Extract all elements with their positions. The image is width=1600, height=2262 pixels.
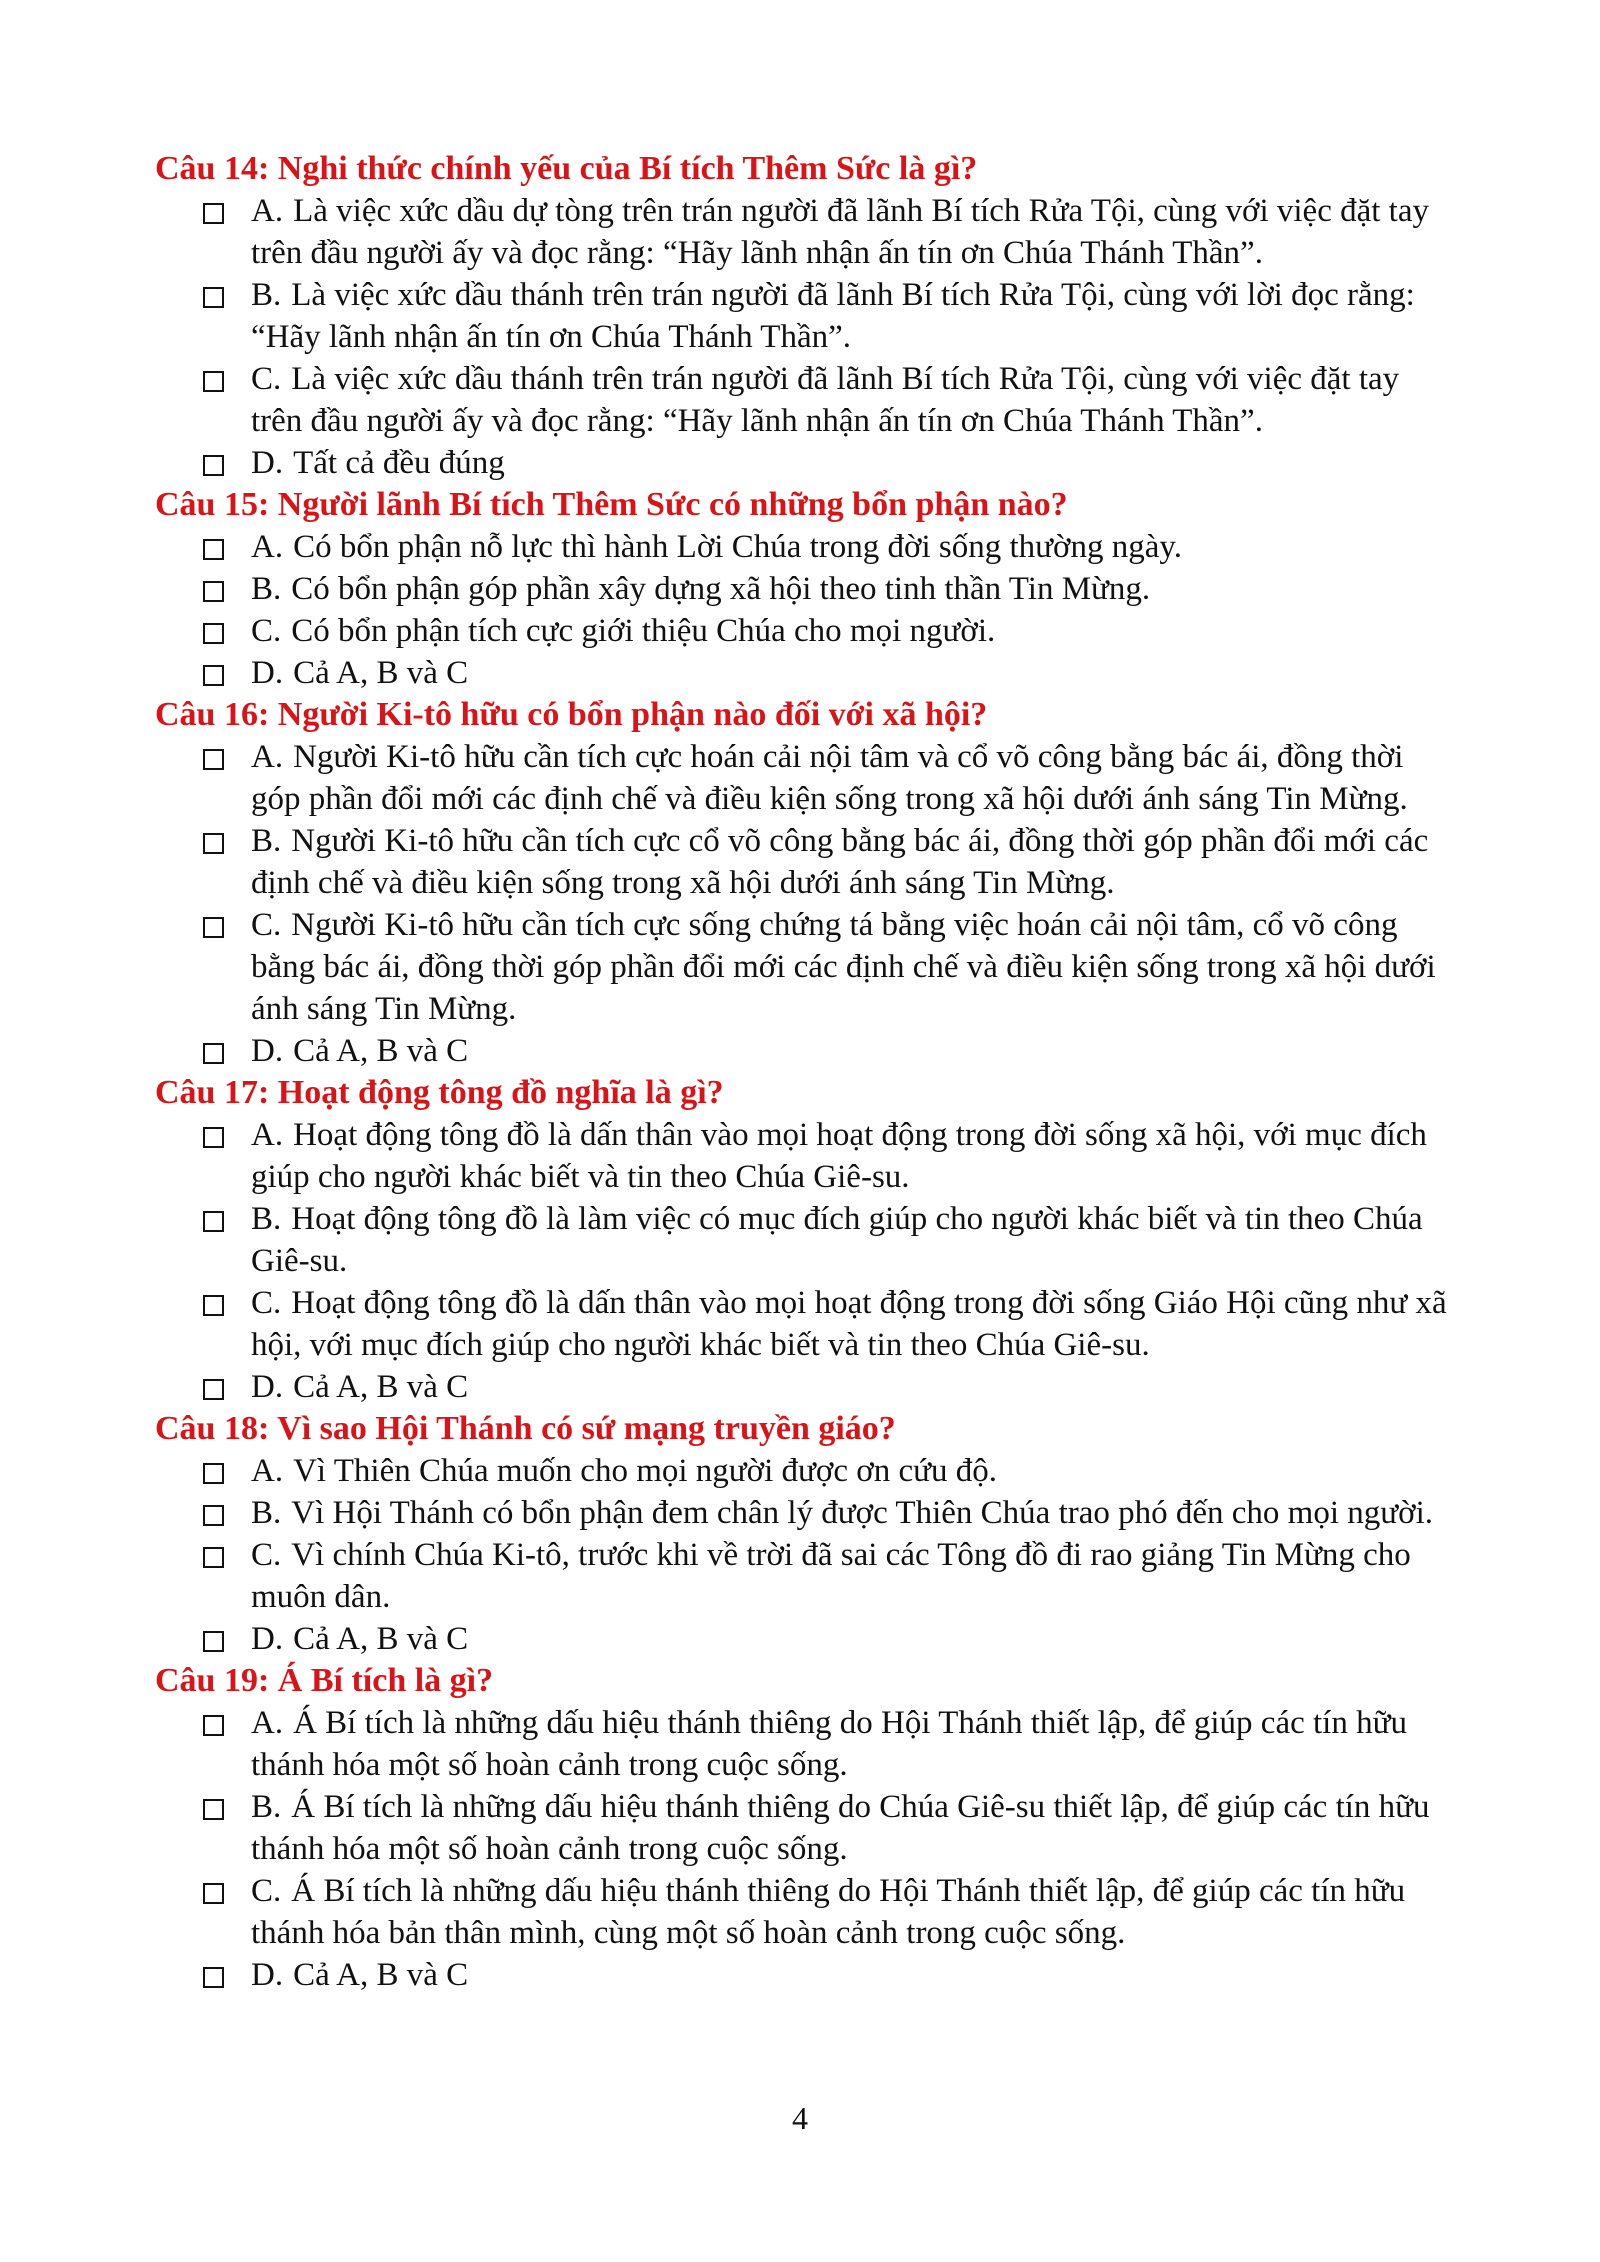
answer-option[interactable] — [155, 274, 1450, 358]
checkbox-icon[interactable] — [203, 1799, 224, 1820]
answer-option[interactable] — [155, 1870, 1450, 1954]
option-letter: A. — [251, 193, 284, 229]
option-letter: C. — [251, 1285, 282, 1321]
option-text-wrapper — [251, 1954, 1450, 1996]
option-letter: A. — [251, 739, 284, 775]
checkbox-icon[interactable] — [203, 1379, 224, 1400]
option-text-wrapper — [251, 442, 1450, 484]
checkbox-wrapper — [155, 904, 251, 946]
checkbox-icon[interactable] — [203, 1547, 224, 1568]
option-text-wrapper — [251, 1450, 1450, 1492]
question-list — [155, 148, 1450, 1996]
option-text-wrapper — [251, 358, 1450, 442]
question-title: Câu 15: Người lãnh Bí tích Thêm Sức có những bổn phận nào? — [155, 486, 1068, 523]
option-letter: D. — [251, 1957, 284, 1993]
option-letter: C. — [251, 1537, 282, 1573]
checkbox-wrapper — [155, 1030, 251, 1072]
option-text: Người Ki-tô hữu cần tích cực sống chứng tá bằng việc hoán cải nội tâm, cổ võ công bằng bác ái, đồng thời góp phần đổi mới các định chế và điều kiện sống trong xã hội dưới ánh sáng Tin Mừng. — [251, 907, 1436, 1027]
answer-option[interactable] — [155, 442, 1450, 484]
checkbox-wrapper — [155, 820, 251, 862]
option-text-wrapper — [251, 190, 1450, 274]
option-text: Hoạt động tông đồ là làm việc có mục đích giúp cho người khác biết và tin theo Chúa Giê-su. — [251, 1201, 1423, 1279]
answer-option[interactable] — [155, 526, 1450, 568]
option-text: Tất cả đều đúng — [293, 445, 505, 481]
option-text: Á Bí tích là những dấu hiệu thánh thiêng do Hội Thánh thiết lập, để giúp các tín hữu thánh hóa một số hoàn cảnh trong cuộc sống. — [251, 1705, 1407, 1783]
question-title: Câu 14: Nghi thức chính yếu của Bí tích Thêm Sức là gì? — [155, 150, 978, 187]
option-text-wrapper — [251, 526, 1450, 568]
option-letter: A. — [251, 1453, 284, 1489]
option-letter: C. — [251, 361, 282, 397]
option-text-wrapper — [251, 1870, 1450, 1954]
answer-option[interactable] — [155, 1702, 1450, 1786]
checkbox-icon[interactable] — [203, 749, 224, 770]
answer-option[interactable] — [155, 652, 1450, 694]
checkbox-wrapper — [155, 1366, 251, 1408]
option-letter: B. — [251, 1789, 282, 1825]
answer-option[interactable] — [155, 1492, 1450, 1534]
checkbox-icon[interactable] — [203, 1883, 224, 1904]
checkbox-wrapper — [155, 1618, 251, 1660]
answer-option[interactable] — [155, 1198, 1450, 1282]
option-text-wrapper — [251, 274, 1450, 358]
option-text: Á Bí tích là những dấu hiệu thánh thiêng do Hội Thánh thiết lập, để giúp các tín hữu thánh hóa bản thân mình, cùng một số hoàn cảnh trong cuộc sống. — [251, 1873, 1406, 1951]
checkbox-wrapper — [155, 1492, 251, 1534]
option-letter: B. — [251, 1495, 282, 1531]
option-text-wrapper — [251, 1534, 1450, 1618]
checkbox-icon[interactable] — [203, 1967, 224, 1988]
checkbox-icon[interactable] — [203, 1505, 224, 1526]
option-text: Hoạt động tông đồ là dấn thân vào mọi hoạt động trong đời sống Giáo Hội cũng như xã hội, với mục đích giúp cho người khác biết và tin theo Chúa Giê-su. — [251, 1285, 1447, 1363]
option-text-wrapper — [251, 610, 1450, 652]
option-text-wrapper — [251, 1492, 1450, 1534]
answer-option[interactable] — [155, 736, 1450, 820]
option-text: Cả A, B và C — [293, 655, 469, 691]
checkbox-icon[interactable] — [203, 1631, 224, 1652]
question-title: Câu 16: Người Ki-tô hữu có bổn phận nào đối với xã hội? — [155, 696, 988, 733]
option-letter: D. — [251, 445, 284, 481]
checkbox-wrapper — [155, 274, 251, 316]
option-text: Người Ki-tô hữu cần tích cực cổ võ công bằng bác ái, đồng thời góp phần đổi mới các định chế và điều kiện sống trong xã hội dưới ánh sáng Tin Mừng. — [251, 823, 1429, 901]
option-letter: B. — [251, 277, 282, 313]
option-text-wrapper — [251, 820, 1450, 904]
page-number: 4 — [792, 2100, 808, 2136]
option-letter: D. — [251, 655, 284, 691]
question-block — [155, 694, 1450, 1072]
option-text: Cả A, B và C — [293, 1033, 469, 1069]
answer-option[interactable] — [155, 610, 1450, 652]
checkbox-wrapper — [155, 1114, 251, 1156]
option-text: Có bổn phận góp phần xây dựng xã hội theo tinh thần Tin Mừng. — [291, 571, 1151, 607]
option-text: Vì Thiên Chúa muốn cho mọi người được ơn cứu độ. — [293, 1453, 998, 1489]
checkbox-wrapper — [155, 652, 251, 694]
answer-option[interactable] — [155, 568, 1450, 610]
option-letter: C. — [251, 907, 282, 943]
checkbox-icon[interactable] — [203, 833, 224, 854]
option-text: Vì Hội Thánh có bổn phận đem chân lý được Thiên Chúa trao phó đến cho mọi người. — [291, 1495, 1434, 1531]
checkbox-icon[interactable] — [203, 203, 224, 224]
option-text: Là việc xức dầu thánh trên trán người đã lãnh Bí tích Rửa Tội, cùng với việc đặt tay trên đầu người ấy và đọc rằng: “Hãy lãnh nhận ấn tín ơn Chúa Thánh Thần”. — [251, 361, 1400, 439]
answer-option[interactable] — [155, 358, 1450, 442]
checkbox-icon[interactable] — [203, 623, 224, 644]
option-letter: D. — [251, 1369, 284, 1405]
option-text-wrapper — [251, 1030, 1450, 1072]
answer-option[interactable] — [155, 1450, 1450, 1492]
answer-option[interactable] — [155, 1618, 1450, 1660]
checkbox-icon[interactable] — [203, 1043, 224, 1064]
answer-option[interactable] — [155, 1366, 1450, 1408]
checkbox-wrapper — [155, 1282, 251, 1324]
option-text-wrapper — [251, 1198, 1450, 1282]
checkbox-icon[interactable] — [203, 455, 224, 476]
answer-option[interactable] — [155, 820, 1450, 904]
checkbox-icon[interactable] — [203, 1211, 224, 1232]
option-text-wrapper — [251, 568, 1450, 610]
option-text-wrapper — [251, 1618, 1450, 1660]
option-text-wrapper — [251, 1282, 1450, 1366]
question-block — [155, 1072, 1450, 1408]
checkbox-icon[interactable] — [203, 371, 224, 392]
checkbox-wrapper — [155, 526, 251, 568]
option-letter: C. — [251, 613, 282, 649]
option-text: Cả A, B và C — [293, 1957, 469, 1993]
option-text: Là việc xức dầu thánh trên trán người đã lãnh Bí tích Rửa Tội, cùng với lời đọc rằng: “Hãy lãnh nhận ấn tín ơn Chúa Thánh Thần”. — [251, 277, 1415, 355]
checkbox-wrapper — [155, 568, 251, 610]
option-letter: B. — [251, 571, 282, 607]
checkbox-wrapper — [155, 736, 251, 778]
answer-option[interactable] — [155, 904, 1450, 1030]
answer-option[interactable] — [155, 1786, 1450, 1870]
answer-option[interactable] — [155, 1954, 1450, 1996]
option-text: Vì chính Chúa Ki-tô, trước khi về trời đã sai các Tông đồ đi rao giảng Tin Mừng cho muôn dân. — [251, 1537, 1411, 1615]
option-letter: B. — [251, 823, 282, 859]
checkbox-icon[interactable] — [203, 1295, 224, 1316]
checkbox-icon[interactable] — [203, 665, 224, 686]
option-text-wrapper — [251, 652, 1450, 694]
option-text-wrapper — [251, 736, 1450, 820]
answer-option[interactable] — [155, 1534, 1450, 1618]
checkbox-icon[interactable] — [203, 539, 224, 560]
checkbox-wrapper — [155, 610, 251, 652]
option-letter: C. — [251, 1873, 282, 1909]
checkbox-wrapper — [155, 358, 251, 400]
option-text: Là việc xức dầu dự tòng trên trán người đã lãnh Bí tích Rửa Tội, cùng với việc đặt tay trên đầu người ấy và đọc rằng: “Hãy lãnh nhận ấn tín ơn Chúa Thánh Thần”. — [251, 193, 1429, 271]
option-text-wrapper — [251, 904, 1450, 1030]
checkbox-wrapper — [155, 1786, 251, 1828]
option-text-wrapper — [251, 1114, 1450, 1198]
checkbox-icon[interactable] — [203, 287, 224, 308]
question-block — [155, 1660, 1450, 1996]
checkbox-wrapper — [155, 190, 251, 232]
option-letter: A. — [251, 1117, 284, 1153]
option-text-wrapper — [251, 1786, 1450, 1870]
question-title: Câu 19: Á Bí tích là gì? — [155, 1662, 494, 1699]
question-block — [155, 148, 1450, 484]
answer-option[interactable] — [155, 1030, 1450, 1072]
option-text: Có bổn phận nỗ lực thì hành Lời Chúa trong đời sống thường ngày. — [293, 529, 1182, 565]
option-text-wrapper — [251, 1366, 1450, 1408]
checkbox-wrapper — [155, 1198, 251, 1240]
answer-option[interactable] — [155, 1282, 1450, 1366]
answer-option[interactable] — [155, 190, 1450, 274]
option-letter: D. — [251, 1621, 284, 1657]
checkbox-icon[interactable] — [203, 1463, 224, 1484]
option-text: Á Bí tích là những dấu hiệu thánh thiêng do Chúa Giê-su thiết lập, để giúp các tín hữu thánh hóa một số hoàn cảnh trong cuộc sống. — [251, 1789, 1430, 1867]
checkbox-wrapper — [155, 1702, 251, 1744]
question-title: Câu 18: Vì sao Hội Thánh có sứ mạng truyền giáo? — [155, 1410, 896, 1447]
option-text: Có bổn phận tích cực giới thiệu Chúa cho mọi người. — [291, 613, 996, 649]
checkbox-wrapper — [155, 1534, 251, 1576]
option-text-wrapper — [251, 1702, 1450, 1786]
checkbox-icon[interactable] — [203, 581, 224, 602]
option-text: Hoạt động tông đồ là dấn thân vào mọi hoạt động trong đời sống xã hội, với mục đích giúp cho người khác biết và tin theo Chúa Giê-su. — [251, 1117, 1427, 1195]
question-block — [155, 1408, 1450, 1660]
option-text: Cả A, B và C — [293, 1369, 469, 1405]
checkbox-wrapper — [155, 442, 251, 484]
checkbox-icon[interactable] — [203, 1715, 224, 1736]
option-text: Cả A, B và C — [293, 1621, 469, 1657]
checkbox-icon[interactable] — [203, 1127, 224, 1148]
option-letter: A. — [251, 529, 284, 565]
checkbox-wrapper — [155, 1450, 251, 1492]
question-title: Câu 17: Hoạt động tông đồ nghĩa là gì? — [155, 1074, 724, 1111]
question-block — [155, 484, 1450, 694]
answer-option[interactable] — [155, 1114, 1450, 1198]
checkbox-wrapper — [155, 1870, 251, 1912]
option-letter: B. — [251, 1201, 282, 1237]
checkbox-icon[interactable] — [203, 917, 224, 938]
option-letter: D. — [251, 1033, 284, 1069]
option-text: Người Ki-tô hữu cần tích cực hoán cải nội tâm và cổ võ công bằng bác ái, đồng thời góp phần đổi mới các định chế và điều kiện sống trong xã hội dưới ánh sáng Tin Mừng. — [251, 739, 1408, 817]
option-letter: A. — [251, 1705, 284, 1741]
checkbox-wrapper — [155, 1954, 251, 1996]
